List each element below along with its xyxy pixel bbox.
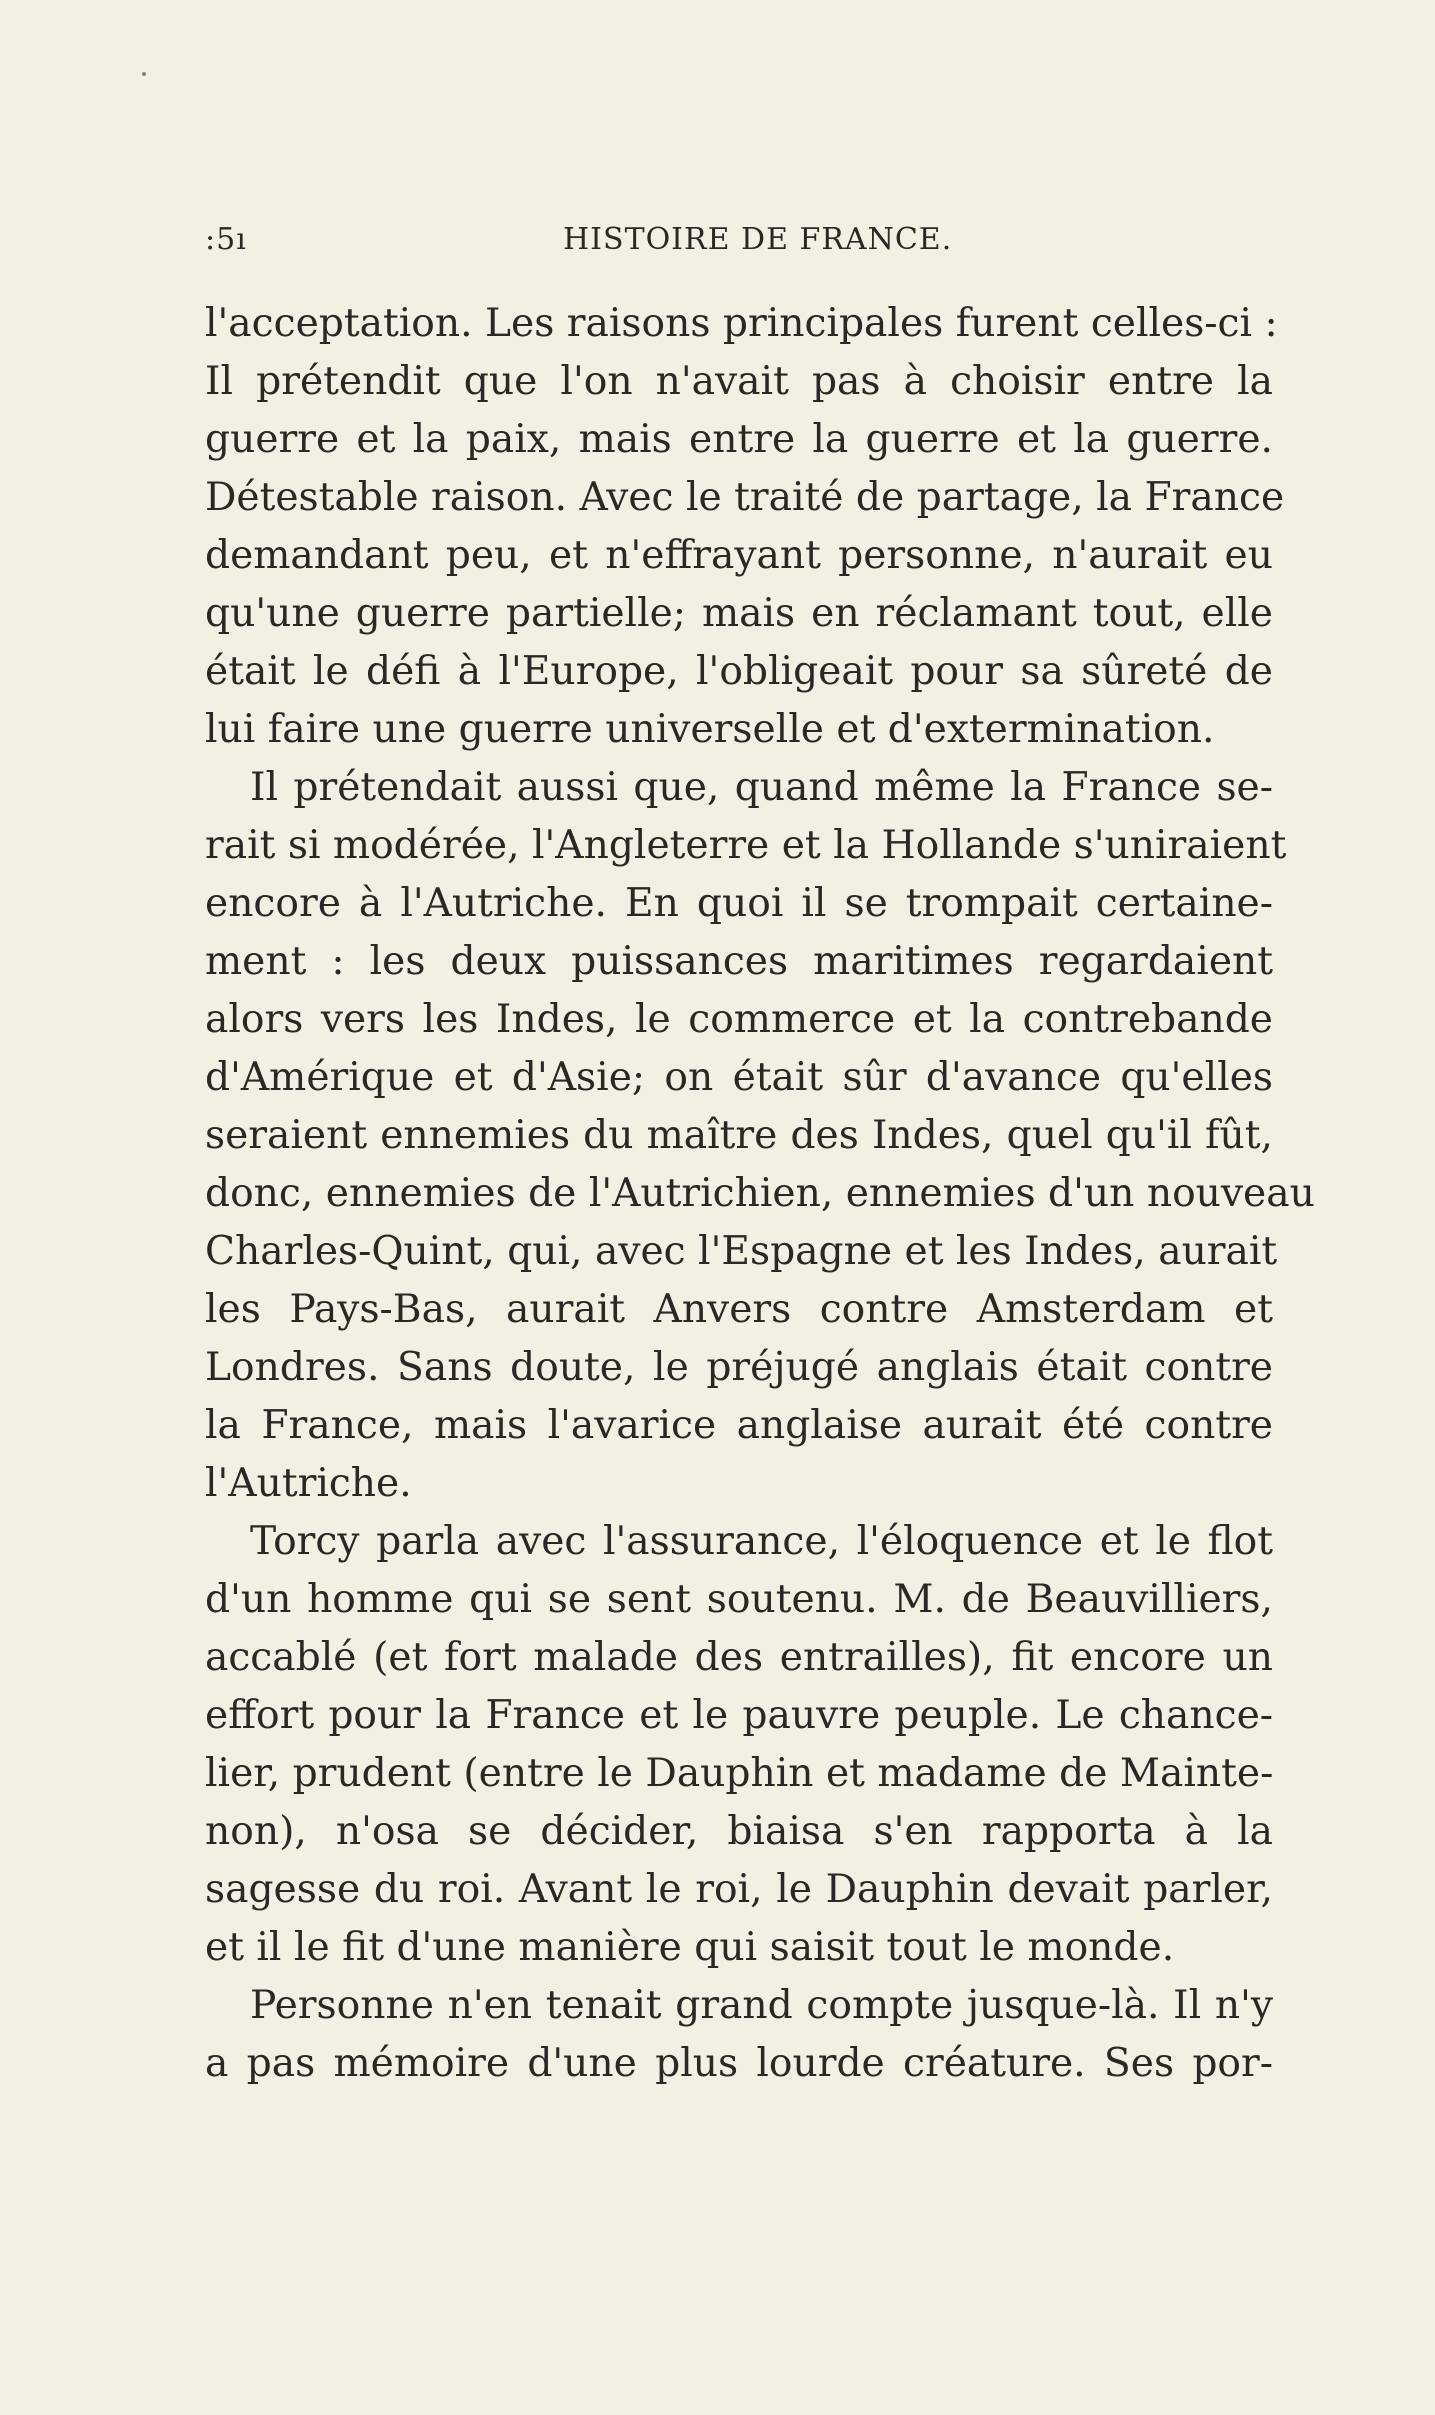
text-line: effort pour la France et le pauvre peuple. Le chance- bbox=[205, 1693, 1273, 1738]
text-line: Londres. Sans doute, le préjugé anglais était contre bbox=[205, 1345, 1273, 1390]
text-line: encore à l'Autriche. En quoi il se trompait certaine- bbox=[205, 881, 1273, 926]
running-title: HISTOIRE DE FRANCE. bbox=[563, 222, 953, 257]
text-line: Charles-Quint, qui, avec l'Espagne et les Indes, aurait bbox=[205, 1229, 1278, 1274]
text-line: non), n'osa se décider, biaisa s'en rapporta à la bbox=[205, 1809, 1273, 1854]
text-line: lier, prudent (entre le Dauphin et madame de Mainte- bbox=[205, 1751, 1274, 1796]
text-line: donc, ennemies de l'Autrichien, ennemies d'un nouveau bbox=[205, 1171, 1315, 1216]
body-text bbox=[205, 295, 1315, 2093]
text-line: guerre et la paix, mais entre la guerre et la guerre. bbox=[205, 417, 1273, 462]
text-line: l'Autriche. bbox=[205, 1461, 412, 1506]
text-line: seraient ennemies du maître des Indes, quel qu'il fût, bbox=[205, 1113, 1273, 1158]
text-line: et il le fit d'une manière qui saisit tout le monde. bbox=[205, 1925, 1175, 1970]
text-line: Torcy parla avec l'assurance, l'éloquence et le flot bbox=[250, 1519, 1273, 1564]
text-line: demandant peu, et n'effrayant personne, n'aurait eu bbox=[205, 533, 1273, 578]
text-line: sagesse du roi. Avant le roi, le Dauphin devait parler, bbox=[205, 1867, 1273, 1912]
page-number: :5ı bbox=[205, 222, 247, 257]
text-line: Personne n'en tenait grand compte jusque-là. Il n'y bbox=[250, 1983, 1273, 2028]
text-line: ment : les deux puissances maritimes regardaient bbox=[205, 939, 1273, 984]
text-line: était le défi à l'Europe, l'obligeait pour sa sûreté de bbox=[205, 649, 1273, 694]
text-line: la France, mais l'avarice anglaise aurait été contre bbox=[205, 1403, 1273, 1448]
text-line: rait si modérée, l'Angleterre et la Hollande s'uniraient bbox=[205, 823, 1287, 868]
running-header bbox=[205, 222, 1273, 272]
text-line: a pas mémoire d'une plus lourde créature. Ses por- bbox=[205, 2041, 1273, 2086]
text-line: accablé (et fort malade des entrailles), fit encore un bbox=[205, 1635, 1273, 1680]
text-line: Il prétendit que l'on n'avait pas à choisir entre la bbox=[205, 359, 1273, 404]
text-line: Il prétendait aussi que, quand même la France se- bbox=[250, 765, 1273, 810]
text-line: d'un homme qui se sent soutenu. M. de Beauvilliers, bbox=[205, 1577, 1273, 1622]
text-line: d'Amérique et d'Asie; on était sûr d'avance qu'elles bbox=[205, 1055, 1273, 1100]
text-line: lui faire une guerre universelle et d'extermination. bbox=[205, 707, 1215, 752]
page-speck bbox=[142, 72, 146, 76]
text-line: qu'une guerre partielle; mais en réclamant tout, elle bbox=[205, 591, 1273, 636]
text-line: Détestable raison. Avec le traité de partage, la France bbox=[205, 475, 1285, 520]
text-line: alors vers les Indes, le commerce et la contrebande bbox=[205, 997, 1273, 1042]
text-line: l'acceptation. Les raisons principales furent celles-ci : bbox=[205, 301, 1278, 346]
text-line: les Pays-Bas, aurait Anvers contre Amsterdam et bbox=[205, 1287, 1273, 1332]
